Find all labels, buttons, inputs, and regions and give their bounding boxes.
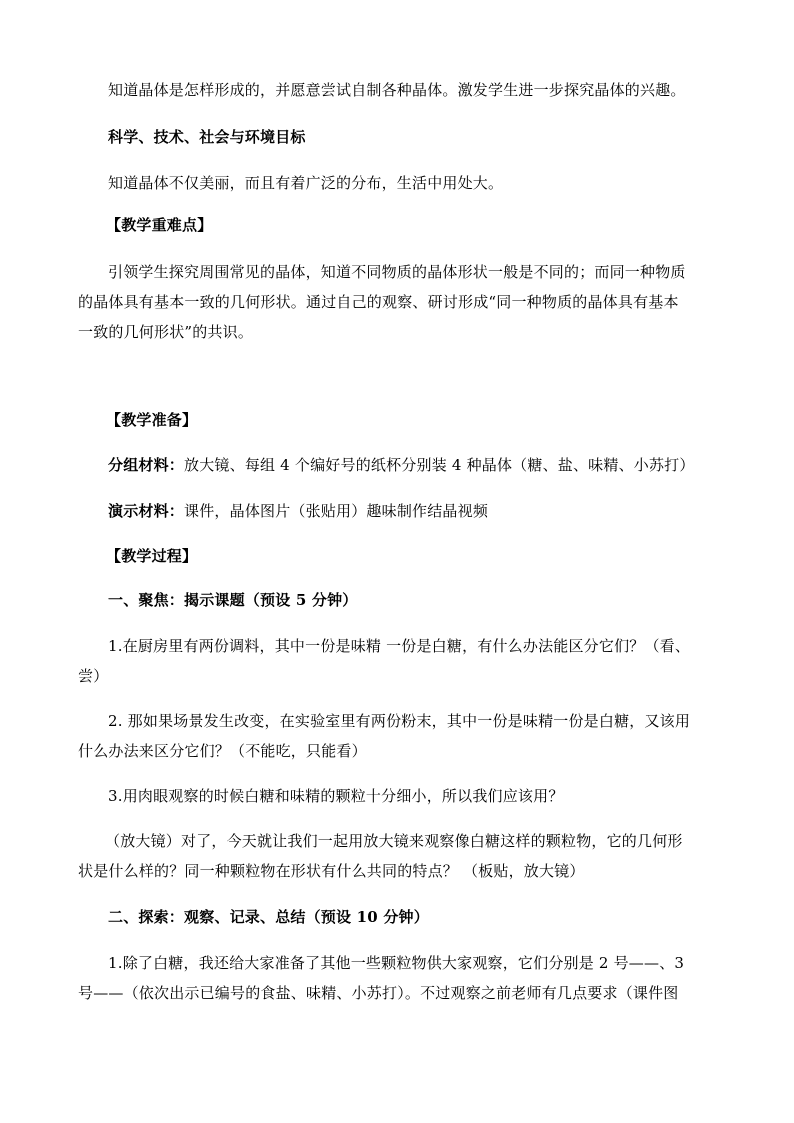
paragraph-line: 状是什么样的？同一种颗粒物在形状有什么共同的特点？ （板贴，放大镜） bbox=[78, 862, 585, 880]
paragraph-line bbox=[108, 455, 695, 475]
paragraph-line: 2. 那如果场景发生改变，在实验室里有两份粉末，其中一份是味精一份是白糖，又该用 bbox=[108, 712, 691, 730]
paragraph-line: 1.除了白糖，我还给大家准备了其他一些颗粒物供大家观察，它们分别是 2 号——、3 bbox=[108, 954, 685, 972]
paragraph-line: 3.用肉眼观察的时候白糖和味精的颗粒十分细小，所以我们应该用？ bbox=[108, 787, 564, 805]
section-heading: 【教学重难点】 bbox=[106, 216, 213, 234]
section-heading: 科学、技术、社会与环境目标 bbox=[108, 128, 306, 146]
paragraph-line: 一致的几何形状”的共识。 bbox=[78, 323, 254, 341]
section-heading: 【教学准备】 bbox=[106, 411, 198, 429]
demo-materials-text: 课件，晶体图片（张贴用）趣味制作结晶视频 bbox=[184, 502, 489, 520]
paragraph-line: 1.在厨房里有两份调料，其中一份是味精 一份是白糖，有什么办法能区分它们？（看、 bbox=[108, 637, 691, 655]
paragraph-line: 知道晶体是怎样形成的，并愿意尝试自制各种晶体。激发学生进一步探究晶体的兴趣。 bbox=[108, 81, 686, 99]
paragraph-line: （放大镜）对了，今天就让我们一起用放大镜来观察像白糖这样的颗粒物，它的几何形 bbox=[105, 832, 683, 850]
label-demo-materials: 演示材料： bbox=[108, 502, 185, 520]
section-heading: 【教学过程】 bbox=[106, 547, 198, 565]
group-materials-text: 放大镜、每组 4 个编好号的纸杯分别装 4 种晶体（糖、盐、味精、小苏打） bbox=[184, 456, 695, 474]
paragraph-line: 什么办法来区分它们？（不能吃，只能看） bbox=[78, 742, 367, 760]
paragraph-line: 知道晶体不仅美丽，而且有着广泛的分布，生活中用处大。 bbox=[108, 174, 504, 192]
paragraph-line: 号——（依次出示已编号的食盐、味精、小苏打）。不过观察之前老师有几点要求（课件图 bbox=[78, 984, 679, 1002]
paragraph-line: 引领学生探究周围常见的晶体，知道不同物质的晶体形状一般是不同的；而同一种物质 bbox=[108, 263, 686, 281]
label-group-materials: 分组材料： bbox=[108, 456, 185, 474]
paragraph-line bbox=[108, 501, 488, 521]
paragraph-line: 的晶体具有基本一致的几何形状。通过自己的观察、研讨形成“同一种物质的晶体具有基本 bbox=[78, 293, 679, 311]
paragraph-line: 尝） bbox=[78, 667, 109, 685]
section-heading: 二、探索：观察、记录、总结（预设 10 分钟） bbox=[108, 908, 429, 926]
section-heading: 一、聚焦：揭示课题（预设 5 分钟） bbox=[108, 591, 358, 609]
